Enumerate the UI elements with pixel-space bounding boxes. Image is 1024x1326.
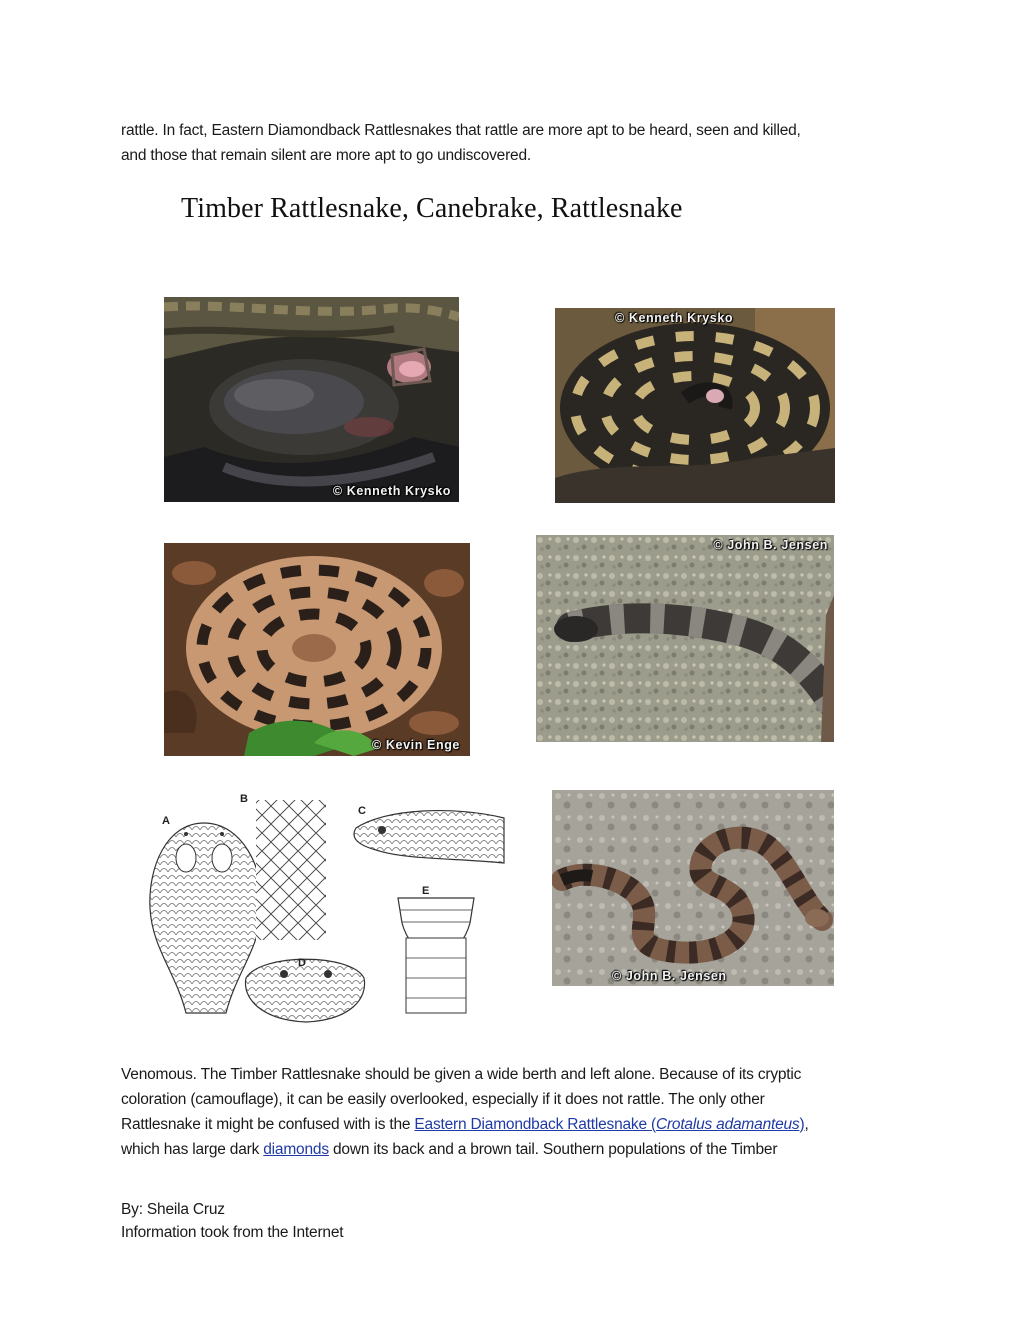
description-paragraph (121, 1062, 911, 1162)
snake-photo-4 (536, 535, 834, 742)
source-line: Information took from the Internet (121, 1224, 344, 1241)
intro-line-2: and those that remain silent are more apt to go undiscovered. (121, 147, 531, 164)
description-line-4-start: which has large dark (121, 1141, 264, 1158)
diagram-label-a: A (162, 815, 170, 827)
photo-1-credit: © Kenneth Krysko (332, 484, 451, 498)
document-footer (121, 1198, 343, 1244)
snake-photo-6 (552, 790, 834, 986)
description-line-1: Venomous. The Timber Rattlesnake should be given a wide berth and left alone. Because of its cryptic (121, 1066, 802, 1083)
diagram-label-e: E (422, 885, 430, 897)
description-line-4-end: down its back and a brown tail. Southern populations of the Timber (328, 1141, 778, 1158)
diagram-label-d: D (298, 957, 306, 969)
eastern-diamondback-link[interactable] (414, 1116, 804, 1133)
section-heading: Timber Rattlesnake, Canebrake, Rattlesnake (181, 193, 683, 224)
photo-4-credit: © John B. Jensen (713, 538, 828, 552)
eastern-diamondback-link-close: ) (799, 1116, 805, 1133)
description-line-3-start: Rattlesnake it might be confused with is the (121, 1116, 415, 1133)
author-line: By: Sheila Cruz (121, 1201, 225, 1218)
diagram-label-c: C (358, 805, 366, 817)
description-line-4 (121, 1137, 911, 1162)
snake-photo-1 (164, 297, 459, 502)
photo-3-credit: © Kevin Enge (372, 738, 460, 752)
photo-6-credit: © John B. Jensen (612, 969, 727, 983)
diamonds-link[interactable]: diamonds (263, 1141, 329, 1158)
photo-2-credit: © Kenneth Krysko (615, 311, 734, 325)
snake-photo-2 (555, 308, 835, 503)
snake-photo-3 (164, 543, 470, 756)
description-line-3-end: , (804, 1116, 809, 1133)
description-line-3 (121, 1112, 911, 1137)
diagram-label-b: B (240, 793, 248, 805)
intro-paragraph (121, 118, 911, 168)
eastern-diamondback-link-text: Eastern Diamondback Rattlesnake ( (414, 1116, 656, 1133)
description-line-2: coloration (camouflage), it can be easily overlooked, especially if it does not rattle. The only other (121, 1091, 765, 1108)
crotalus-adamanteus-text: Crotalus adamanteus (655, 1116, 800, 1133)
intro-line-1: rattle. In fact, Eastern Diamondback Rattlesnakes that rattle are more apt to be heard, seen and killed, (121, 122, 801, 139)
snake-scale-diagram (136, 788, 506, 1028)
